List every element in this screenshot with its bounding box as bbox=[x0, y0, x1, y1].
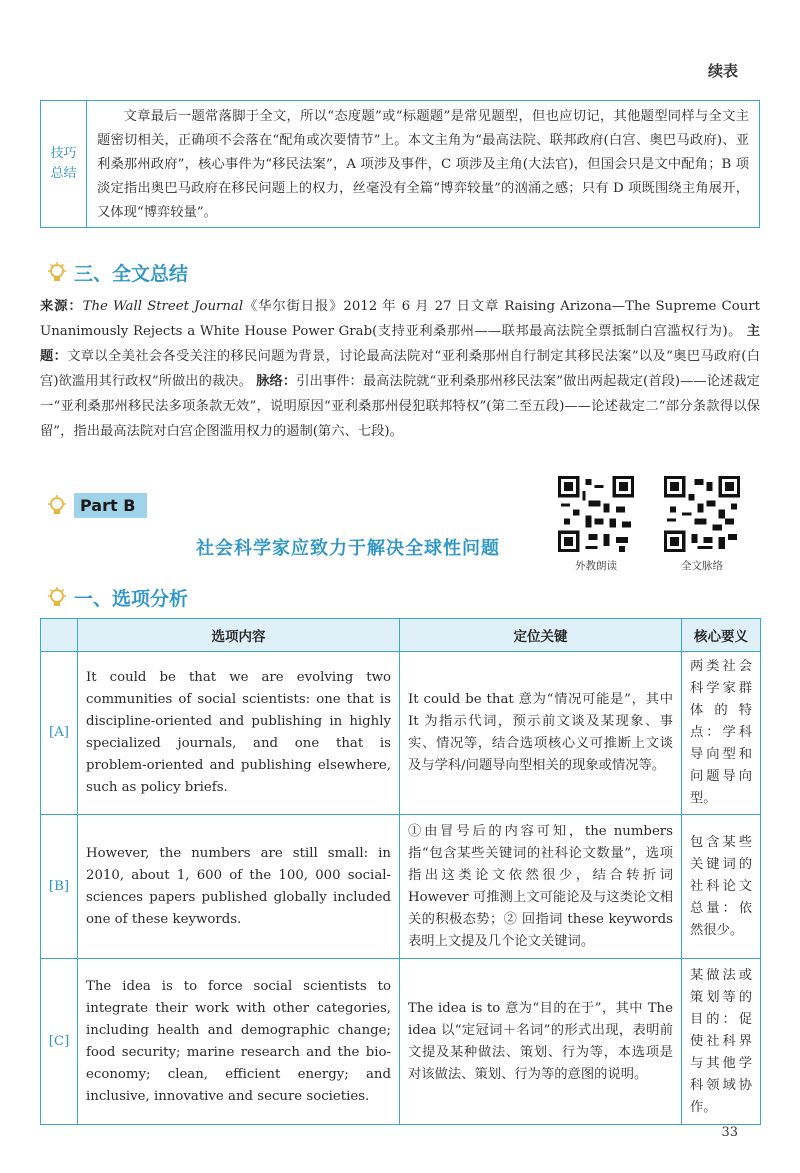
section-summary-heading bbox=[46, 259, 188, 286]
part-b-heading bbox=[46, 493, 147, 518]
table-row bbox=[41, 652, 761, 815]
source-text: 《华尔街日报》2012 年 6 月 27 日文章 Raising Arizona—The Supreme Court Unanimously Rejects a White House Power Grab(支持亚利桑那州——联邦最高法院全票抵制白宫滥权行为)。 bbox=[40, 299, 760, 339]
tips-summary-box bbox=[40, 100, 760, 228]
option-content: The idea is to force social scientists to integrate their work with other categories, including health and demographic change; food security; marine research and the bio-economy; clean, efficient energy; and inclusive, innovative and secure societies. bbox=[78, 959, 400, 1125]
section-options-title: 一、选项分析 bbox=[74, 588, 189, 610]
core-meaning: 包含某些关键词的社科论文总量：依然很少。 bbox=[682, 815, 761, 959]
locating-key: ①由冒号后的内容可知，the numbers 指“包含某些关键词的社科论文数量”，选项指出这类论文依然很少，结合转折词 However 可推测上文可能论及与这类论文相关的积极态势；② 回指词 these keywords 表明上文提及几个论文关键词。 bbox=[400, 815, 682, 959]
lightbulb-icon bbox=[46, 494, 68, 518]
option-content: It could be that we are evolving two communities of social scientists: one that is discipline-oriented and publishing in highly specialized journals, and one that is problem-oriented and publishing elsewhere, such as policy briefs. bbox=[78, 652, 400, 815]
qr-code-icon bbox=[664, 476, 740, 552]
option-letter: [C] bbox=[41, 959, 78, 1125]
table-header-row bbox=[41, 619, 761, 652]
tips-label bbox=[41, 101, 87, 227]
header-blank bbox=[41, 619, 78, 652]
qr-code-reading[interactable] bbox=[556, 476, 636, 573]
qr-caption-outline: 全文脉络 bbox=[681, 560, 723, 572]
context-text: 引出事件：最高法院就“亚利桑那州移民法案”做出两起裁定(首段)——论述裁定一“亚利桑那州移民法多项条款无效”，说明原因“亚利桑那州侵犯联邦特权”(第二至五段)——论述裁定二“部分条款得以保留”，指出最高法院对白宫企图滥用权力的遏制(第六、七段)。 bbox=[40, 374, 760, 439]
source-journal: The Wall Street Journal bbox=[82, 299, 244, 314]
theme-label: 主题： bbox=[40, 324, 761, 364]
continued-label: 续表 bbox=[707, 62, 738, 80]
context-label: 脉络： bbox=[256, 374, 297, 389]
locating-key: It could be that 意为“情况可能是”，其中 It 为指示代词，预示前文谈及某现象、事实、情况等，结合选项核心义可推断上文谈及与学科/问题导向型相关的现象或情况等。 bbox=[400, 652, 682, 815]
section-options-heading bbox=[46, 584, 188, 611]
locating-key: The idea is to 意为“目的在于”，其中 The idea 以“定冠词＋名词”的形式出现，表明前文提及某种做法、策划、行为等，本选项是对该做法、策划、行为等的意图的说明。 bbox=[400, 959, 682, 1125]
article-summary bbox=[40, 294, 760, 444]
table-row bbox=[41, 959, 761, 1125]
header-locating-key: 定位关键 bbox=[400, 619, 682, 652]
tips-label-line2: 总结 bbox=[50, 166, 77, 181]
part-b-label: Part B bbox=[74, 493, 147, 518]
theme-text: 文章以全美社会各受关注的移民问题为背景，讨论最高法院对“亚利桑那州自行制定其移民法案”以及“奥巴马政府(白宫)欲滥用其行政权”所做出的裁决。 bbox=[40, 349, 760, 389]
lightbulb-icon bbox=[46, 261, 68, 285]
section-summary-title: 三、全文总结 bbox=[74, 263, 189, 285]
option-letter: [B] bbox=[41, 815, 78, 959]
qr-code-outline[interactable] bbox=[662, 476, 742, 573]
qr-caption-reading: 外教朗读 bbox=[575, 560, 617, 572]
header-option-content: 选项内容 bbox=[78, 619, 400, 652]
option-content: However, the numbers are still small: in 2010, about 1, 600 of the 100, 000 social-sciences papers published globally included one of these keywords. bbox=[78, 815, 400, 959]
header-core-meaning: 核心要义 bbox=[682, 619, 761, 652]
option-letter: [A] bbox=[41, 652, 78, 815]
source-label: 来源： bbox=[40, 299, 83, 314]
tips-text: 文章最后一题常落脚于全文，所以“态度题”或“标题题”是常见题型，但也应切记，其他题型同样与全文主题密切相关，正确项不会落在“配角或次要情节”上。本文主角为“最高法院、联邦政府(白宫、奥巴马政府)、亚利桑那州政府”，核心事件为“移民法案”，A 项涉及事件，C 项涉及主角(大法官)，但国会只是文中配角；B 项淡定指出奥巴马政府在移民问题上的权力，丝毫没有全篇“博弈较量”的汹涌之感；只有 D 项既围绕主角展开，又体现“博弈较量”。 bbox=[97, 109, 749, 220]
tips-label-line1: 技巧 bbox=[50, 146, 77, 161]
core-meaning: 两类社会科学家群体的特点：学科导向型和问题导向型。 bbox=[682, 652, 761, 815]
options-analysis-table bbox=[40, 618, 761, 1125]
lightbulb-icon bbox=[46, 586, 68, 610]
passage-subtitle: 社会科学家应致力于解决全球性问题 bbox=[196, 538, 500, 559]
page-number: 33 bbox=[721, 1125, 738, 1140]
core-meaning: 某做法或策划等的目的：促使社科界与其他学科领域协作。 bbox=[682, 959, 761, 1125]
qr-code-icon bbox=[558, 476, 634, 552]
table-row bbox=[41, 815, 761, 959]
